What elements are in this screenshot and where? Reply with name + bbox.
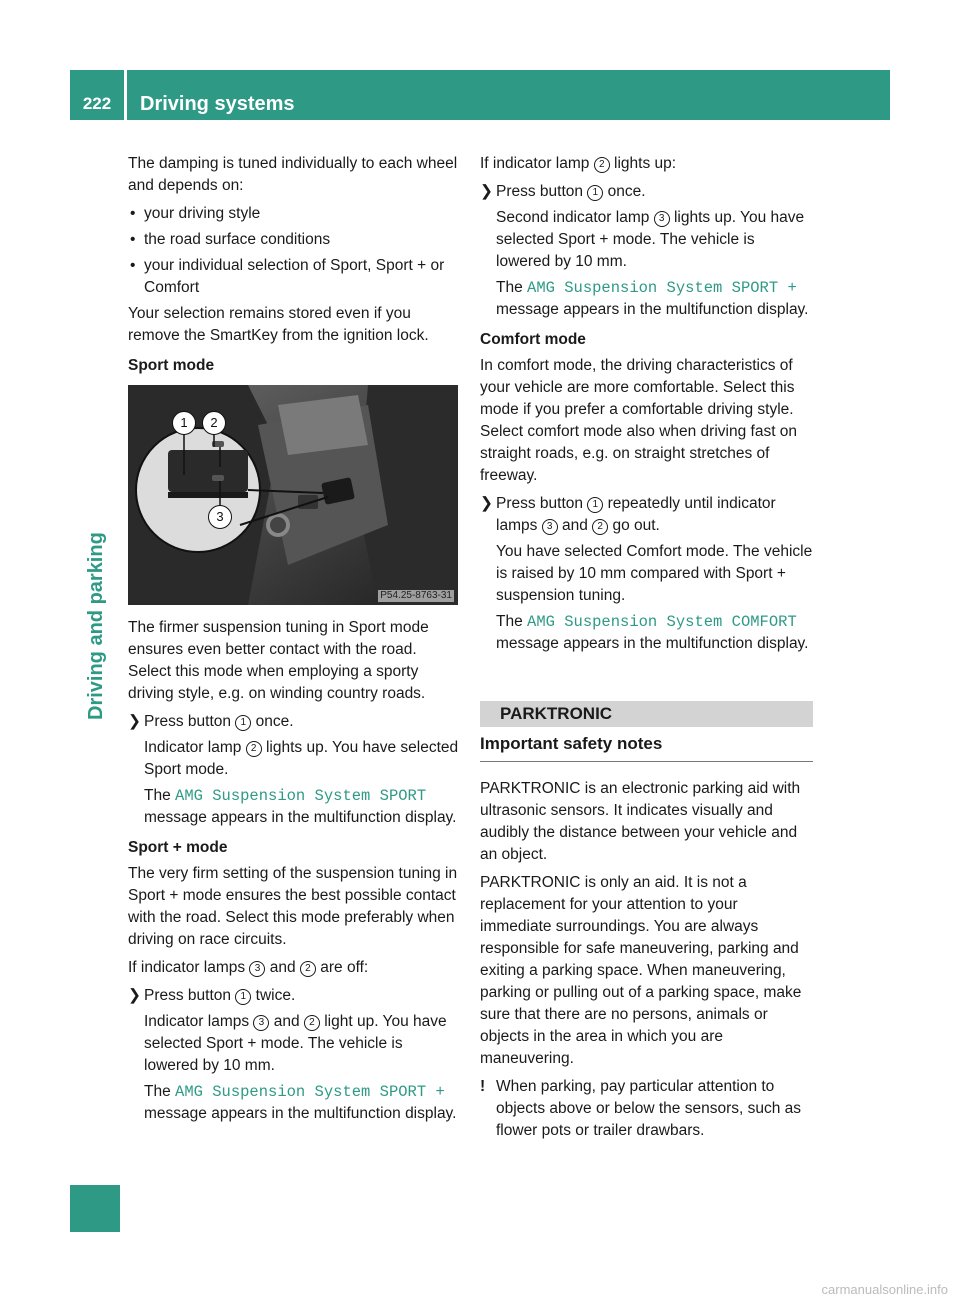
- left-column: [128, 153, 461, 1129]
- list-item: • the road surface conditions: [128, 229, 461, 251]
- safety-notes-heading: Important safety notes: [480, 733, 813, 762]
- instruction-step: ❯ Press button 1 once.: [128, 711, 461, 733]
- photo-credit: P54.25-8763-31: [380, 590, 452, 601]
- arrow-icon: ❯: [128, 987, 141, 1004]
- sport-plus-condition: If indicator lamp 2 lights up:: [480, 155, 677, 172]
- arrow-icon: ❯: [480, 183, 493, 200]
- display-message-note: The AMG Suspension System SPORT + message appears in the multifunction display.: [144, 1083, 457, 1122]
- display-message: AMG Suspension System COMFORT: [527, 613, 797, 631]
- right-column: [480, 153, 813, 1146]
- storage-note: Your selection remains stored even if you remove the SmartKey from the ignition lock.: [128, 305, 429, 344]
- list-item: • your driving style: [128, 203, 461, 225]
- instruction-result: Second indicator lamp 3 lights up. You have selected Sport + mode. The vehicle is lowered by 10 mm.: [496, 209, 805, 270]
- warning-icon: !: [480, 1078, 486, 1095]
- header-separator: [124, 70, 127, 120]
- intro-text: The damping is tuned individually to each wheel and depends on:: [128, 155, 458, 194]
- callout-2: 2: [202, 411, 226, 435]
- parktronic-intro: PARKTRONIC is an electronic parking aid with ultrasonic sensors. It indicates visually and audibly the distance between your vehicle and an object.: [480, 780, 801, 863]
- section-title: Driving systems: [140, 93, 295, 115]
- parktronic-aid-note: PARKTRONIC is only an aid. It is not a replacement for your attention to your immediate surroundings. You are always responsible for safe maneuvering, parking and exiting a parking space. When maneuvering, parking or pulling out of a parking space, make sure that there are no persons, animals or objects in the area in which you are maneuvering.: [480, 874, 802, 1067]
- instruction-step: ❯ Press button 1 twice.: [128, 985, 461, 1007]
- comfort-mode-text: In comfort mode, the driving characteristics of your vehicle are more comfortable. Select this mode if you prefer a comfortable driving style. Select comfort mode also when driving fast on straight roads, e.g. on straight stretches of freeway.: [480, 357, 798, 484]
- sport-plus-text: The very firm setting of the suspension tuning in Sport + mode ensures the best possible contact with the road. Select this mode preferably when driving on race circuits.: [128, 865, 458, 948]
- display-message: AMG Suspension System SPORT +: [175, 1083, 445, 1101]
- page-number: 222: [82, 94, 112, 113]
- console-photo: [128, 385, 458, 605]
- callout-3: 3: [208, 505, 232, 529]
- sport-plus-heading: Sport + mode: [128, 839, 228, 856]
- footer-watermark: carmanualsonline.info: [821, 1282, 948, 1297]
- sport-mode-text: The firmer suspension tuning in Sport mode ensures even better contact with the road. Select this mode when employing a sporty driving style, e.g. on winding country roads.: [128, 619, 429, 702]
- instruction-result: Indicator lamp 2 lights up. You have selected Sport mode.: [144, 739, 459, 778]
- instruction-step: ❯ Press button 1 once.: [480, 181, 813, 203]
- sport-mode-heading: Sport mode: [128, 357, 215, 374]
- instruction-step: ❯ Press button 1 repeatedly until indicator lamps 3 and 2 go out.: [480, 495, 776, 534]
- side-tab-marker: [70, 1185, 120, 1232]
- display-message-note: The AMG Suspension System SPORT + message appears in the multifunction display.: [496, 279, 809, 318]
- display-message: AMG Suspension System SPORT +: [527, 279, 797, 297]
- callout-1: 1: [172, 411, 196, 435]
- comfort-mode-heading: Comfort mode: [480, 331, 586, 348]
- sport-plus-condition: If indicator lamps 3 and 2 are off:: [128, 959, 369, 976]
- display-message: AMG Suspension System SPORT: [175, 787, 427, 805]
- arrow-icon: ❯: [480, 495, 493, 512]
- side-tab-label: Driving and parking: [85, 532, 107, 720]
- parktronic-heading: PARKTRONIC: [480, 701, 813, 727]
- arrow-icon: ❯: [128, 713, 141, 730]
- list-item: • your individual selection of Sport, Sport + or Comfort: [128, 255, 461, 299]
- instruction-result: You have selected Comfort mode. The vehicle is raised by 10 mm compared with Sport + suspension tuning.: [496, 543, 813, 604]
- display-message-note: The AMG Suspension System COMFORT message appears in the multifunction display.: [496, 613, 809, 652]
- warning-note: ! When parking, pay particular attention to objects above or below the sensors, such as flower pots or trailer drawbars.: [480, 1078, 802, 1139]
- display-message-note: The AMG Suspension System SPORT message appears in the multifunction display.: [144, 787, 457, 826]
- instruction-result: Indicator lamps 3 and 2 light up. You have selected Sport + mode. The vehicle is lowered by 10 mm.: [144, 1013, 447, 1074]
